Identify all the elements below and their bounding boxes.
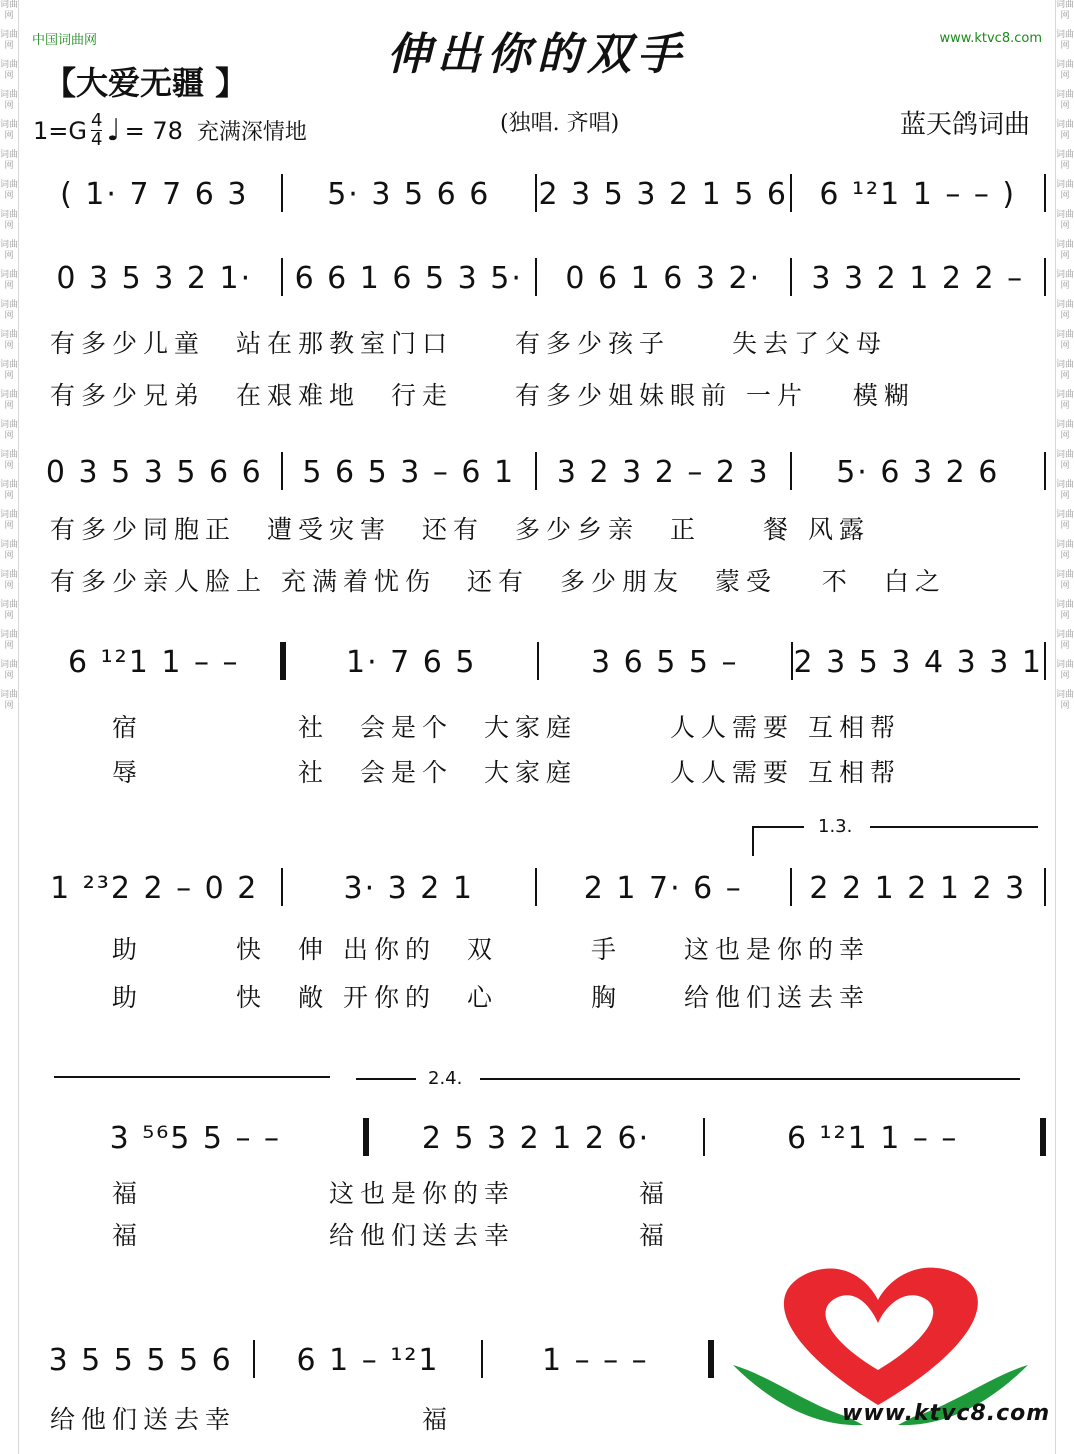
watermark-text: 词曲网 xyxy=(0,180,19,201)
author-credit: 蓝天鸽词曲 xyxy=(899,110,1030,140)
volta-line xyxy=(752,826,804,828)
measure: 6 1 – ¹²1 xyxy=(296,1343,440,1378)
measure: 1 ²³2 2 – 0 2 xyxy=(50,871,259,906)
performance-form: (独唱. 齐唱) xyxy=(500,111,620,136)
watermark-text: 词曲网 xyxy=(0,540,19,561)
watermark-text: 词曲网 xyxy=(0,30,19,51)
watermark-text: 词曲网 xyxy=(1056,90,1074,111)
lyric-line: 福 给他们送去幸 福 xyxy=(50,1221,671,1250)
volta-line xyxy=(356,1078,416,1080)
measure: 1· 7 6 5 xyxy=(346,645,477,680)
time-signature xyxy=(91,112,102,149)
watermark-text: 词曲网 xyxy=(0,480,19,501)
volta-bracket xyxy=(752,826,754,856)
lyric-line: 有多少同胞正 遭受灾害 还有 多少乡亲 正 餐 风露 xyxy=(50,515,870,544)
album-title: 【大爱无疆 】 xyxy=(44,64,248,102)
measure: 2 1 7· 6 – xyxy=(583,871,743,906)
measure: 0 6 1 6 3 2· xyxy=(565,261,762,296)
watermark-text: 词曲网 xyxy=(1056,450,1074,471)
quarter-note-icon: ♩ xyxy=(106,113,121,148)
lyric-line: 助 快 敞 开你的 心 胸 给他们送去幸 xyxy=(50,983,870,1012)
key-signature: 1=G xyxy=(33,116,87,145)
watermark-text: 词曲网 xyxy=(1056,690,1074,711)
mood-marking: 充满深情地 xyxy=(196,120,307,145)
measure: 3· 3 2 1 xyxy=(343,871,474,906)
staff-1 xyxy=(28,164,1046,212)
watermark-text: 词曲网 xyxy=(1056,210,1074,231)
measure: 3 5 5 5 5 6 xyxy=(48,1343,233,1378)
watermark-text: 词曲网 xyxy=(0,120,19,141)
watermark-text: 词曲网 xyxy=(1056,180,1074,201)
lyric-line: 有多少儿童 站在那教室门口 有多少孩子 失去了父母 xyxy=(50,329,888,358)
volta-line xyxy=(870,826,1038,828)
watermark-text: 词曲网 xyxy=(0,510,19,531)
staff-2 xyxy=(28,248,1046,296)
watermark-text: 词曲网 xyxy=(0,630,19,651)
site-url-right[interactable]: www.ktvc8.com xyxy=(939,31,1042,46)
lyric-line: 给他们送去幸 福 xyxy=(50,1405,454,1434)
measure: 6 ¹²1 1 – – xyxy=(786,1121,959,1156)
watermark-text: 词曲网 xyxy=(1056,390,1074,411)
key-tempo-line xyxy=(33,112,307,149)
lyric-line: 福 这也是你的幸 福 xyxy=(50,1179,671,1208)
volta-label-2: 2.4. xyxy=(428,1068,463,1089)
watermark-text: 词曲网 xyxy=(1056,30,1074,51)
measure: 1 – – – xyxy=(541,1343,649,1378)
left-watermark-border xyxy=(0,0,19,1454)
watermark-text: 词曲网 xyxy=(0,270,19,291)
measure: 0 3 5 3 5 6 6 xyxy=(45,455,263,490)
watermark-text: 词曲网 xyxy=(0,90,19,111)
watermark-text: 词曲网 xyxy=(0,360,19,381)
measure: 0 3 5 3 2 1· xyxy=(56,261,253,296)
watermark-text: 词曲网 xyxy=(1056,330,1074,351)
measure: 3 6 5 5 – xyxy=(591,645,739,680)
measure: 2 3 5 3 4 3 3 1 xyxy=(793,645,1043,680)
measure: 3 ⁵⁶5 5 – – xyxy=(109,1121,282,1156)
watermark-text: 词曲网 xyxy=(1056,420,1074,441)
measure: 5· 6 3 2 6 xyxy=(836,455,1000,490)
staff-4 xyxy=(28,632,1046,680)
watermark-text: 词曲网 xyxy=(1056,630,1074,651)
volta-line xyxy=(480,1078,1020,1080)
watermark-text: 词曲网 xyxy=(0,420,19,441)
measure: 6 ¹²1 1 – – xyxy=(68,645,240,680)
measure: 2 2 1 2 1 2 3 xyxy=(809,871,1027,906)
lyric-line: 有多少兄弟 在艰难地 行走 有多少姐妹眼前 一片 模糊 xyxy=(50,381,915,410)
time-top: 4 xyxy=(90,110,103,131)
watermark-text: 词曲网 xyxy=(0,600,19,621)
watermark-text: 词曲网 xyxy=(1056,300,1074,321)
watermark-text: 词曲网 xyxy=(0,240,19,261)
lyric-line: 宿 社 会是个 大家庭 人人需要 互相帮 xyxy=(50,713,901,742)
watermark-text: 词曲网 xyxy=(1056,270,1074,291)
logo-url-text[interactable]: www.ktvc8.com xyxy=(842,1401,1051,1426)
lyric-line: 辱 社 会是个 大家庭 人人需要 互相帮 xyxy=(50,758,901,787)
song-title: 伸出你的双手 xyxy=(387,29,687,80)
measure: 2 3 5 3 2 1 5 6 xyxy=(538,177,788,212)
watermark-text: 词曲网 xyxy=(0,150,19,171)
staff-3 xyxy=(28,442,1046,490)
measure: 3 2 3 2 – 2 3 xyxy=(556,455,770,490)
measure: 6 6 1 6 5 3 5· xyxy=(294,261,523,296)
watermark-text: 词曲网 xyxy=(1056,120,1074,141)
watermark-text: 词曲网 xyxy=(0,690,19,711)
volta-line xyxy=(54,1076,330,1078)
watermark-text: 词曲网 xyxy=(1056,510,1074,531)
watermark-text: 词曲网 xyxy=(1056,240,1074,261)
measure: 5 6 5 3 – 6 1 xyxy=(302,455,516,490)
right-watermark-border xyxy=(1055,0,1074,1454)
watermark-text: 词曲网 xyxy=(0,300,19,321)
watermark-text: 词曲网 xyxy=(0,570,19,591)
watermark-text: 词曲网 xyxy=(1056,660,1074,681)
watermark-text: 词曲网 xyxy=(1056,60,1074,81)
watermark-text: 词曲网 xyxy=(1056,150,1074,171)
measure: 2 5 3 2 1 2 6· xyxy=(421,1121,651,1156)
watermark-text: 词曲网 xyxy=(1056,360,1074,381)
watermark-text: 词曲网 xyxy=(1056,480,1074,501)
lyric-line: 助 快 伸 出你的 双 手 这也是你的幸 xyxy=(50,935,870,964)
site-name-left[interactable]: 中国词曲网 xyxy=(32,33,98,48)
watermark-text: 词曲网 xyxy=(0,330,19,351)
watermark-text: 词曲网 xyxy=(0,450,19,471)
watermark-text: 词曲网 xyxy=(0,0,19,21)
staff-5 xyxy=(28,858,1046,906)
watermark-text: 词曲网 xyxy=(1056,570,1074,591)
volta-label-1: 1.3. xyxy=(818,816,853,837)
time-bottom: 4 xyxy=(90,129,103,150)
watermark-text: 词曲网 xyxy=(1056,600,1074,621)
watermark-text: 词曲网 xyxy=(1056,540,1074,561)
staff-6 xyxy=(28,1108,1046,1156)
watermark-text: 词曲网 xyxy=(0,660,19,681)
lyric-line: 有多少亲人脸上 充满着忧伤 还有 多少朋友 蒙受 不 白之 xyxy=(50,567,946,596)
watermark-text: 词曲网 xyxy=(0,210,19,231)
watermark-text: 词曲网 xyxy=(1056,0,1074,21)
measure: 5· 3 5 6 6 xyxy=(327,177,491,212)
measure: 3 3 2 1 2 2 – xyxy=(811,261,1025,296)
measure: ( 1· 7 7 6 3 xyxy=(60,177,249,212)
staff-7 xyxy=(28,1330,714,1378)
tempo-value: = 78 xyxy=(124,116,183,145)
watermark-text: 词曲网 xyxy=(0,390,19,411)
measure: 6 ¹²1 1 – – ) xyxy=(819,177,1017,212)
watermark-text: 词曲网 xyxy=(0,60,19,81)
